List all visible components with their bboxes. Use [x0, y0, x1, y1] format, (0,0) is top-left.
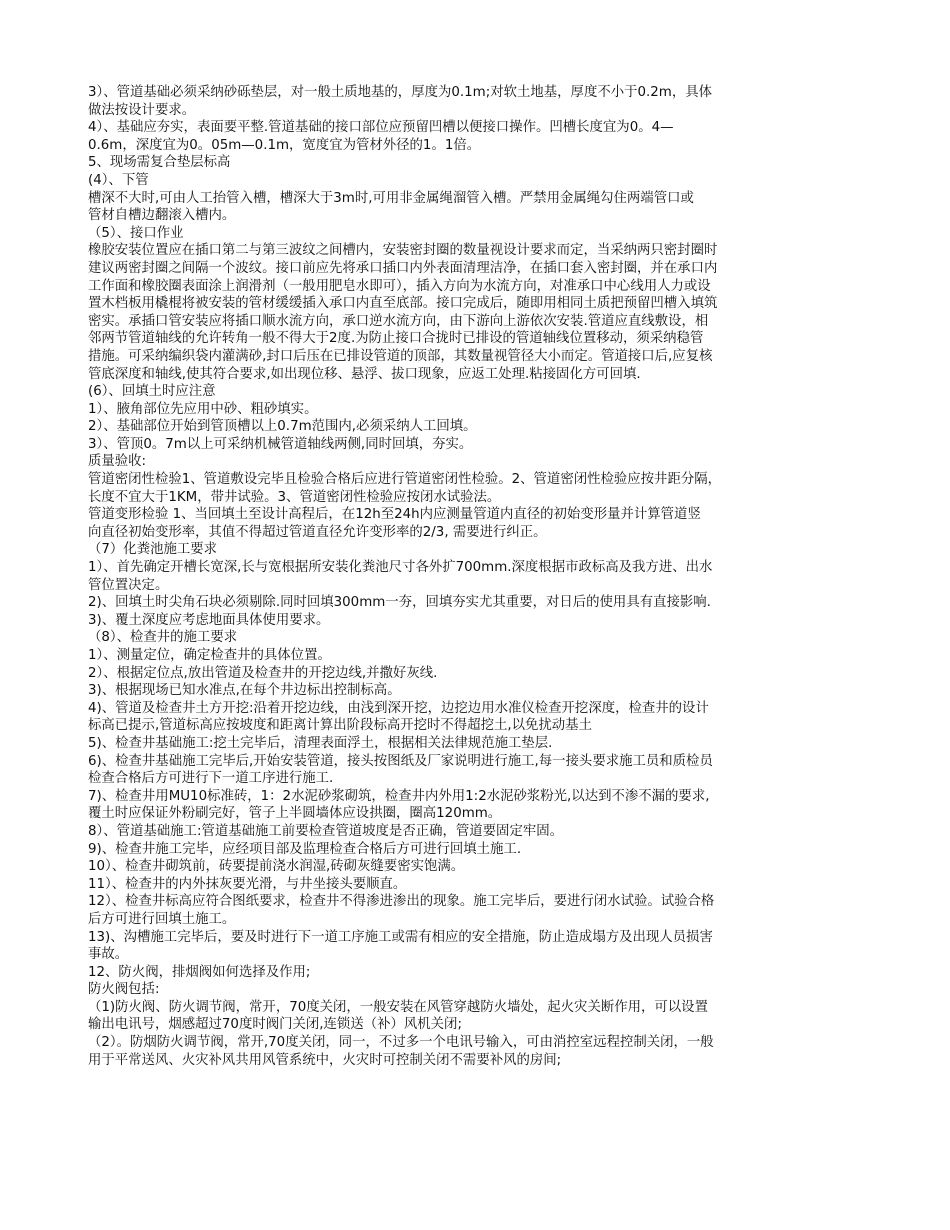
text-line: 建议两密封圈之间隔一个波纹。接口前应先将承口插口内外表面清理洁净，在插口套入密封圈，并在承口内: [88, 260, 718, 276]
text-line: 12）、检查井标高应符合图纸要求，检查井不得渗进渗出的现象。施工完毕后，要进行闭水试验。试验合格: [88, 894, 715, 910]
text-line: 2)、回填土时尖角石块必须剔除.同时回填300mm一夯，回填夯实尤其重要，对日后的使用具有直接影响.: [88, 595, 711, 611]
text-line: 3）、管道基础必须采纳砂砾垫层，对一般土质地基的，厚度为0.1m;对软土地基，厚度不小于0.2m，具体: [88, 85, 713, 100]
text-line: 9)、检查井施工完毕，应经项目部及监理检查合格后方可进行回填土施工.: [88, 841, 522, 857]
text-line: 8）、管道基础施工:管道基础施工前要检查管道坡度是否正确，管道要固定牢固。: [88, 823, 564, 839]
text-line: 用于平常送风、火灾补风共用风管系统中，火灾时可控制关闭不需要补风的房间;: [88, 1052, 562, 1068]
text-line: 长度不宜大于1KM，带井试验。3、管道密闭性检验应按闭水试验法。: [88, 489, 501, 505]
text-line: 1）、测量定位，确定检查井的具体位置。: [88, 648, 331, 663]
text-line: （7）化粪池施工要求: [88, 542, 218, 558]
text-line: 密实。承插口管安装应将插口顺水流方向，承口逆水流方向，由下游向上游依次安装.管道应直线敷设，相: [88, 313, 709, 329]
text-line: 2）、根据定位点,放出管道及检查井的开挖边线,并撒好灰线.: [88, 665, 438, 681]
text-line: 7)、检查井用MU10标准砖，1：2水泥砂浆砌筑，检查井内外用1:2水泥砂浆粉光,以达到不渗不漏的要求,: [88, 788, 710, 804]
text-line: 3)、根据现场已知水准点,在每个井边标出控制标高。: [88, 683, 401, 699]
text-line: 检查合格后方可进行下一道工序进行施工.: [88, 771, 334, 787]
text-line: 橡胶安装位置应在插口第二与第三波纹之间槽内，安装密封圈的数量视设计要求而定，当采纳两只密封圈时: [88, 243, 718, 259]
text-line: 置木档板用橇棍将被安装的管材缓缓插入承口内直至底部。接口完成后，随即用相同土质把预留凹槽入填筑: [88, 296, 718, 312]
text-line: 管材自槽边翻滚入槽内。: [88, 208, 236, 224]
text-line: 4）、基础应夯实，表面要平整.管道基础的接口部位应预留凹槽以便接口操作。凹槽长度宜为0。4—: [88, 120, 674, 136]
text-line: 措施。可采纳编织袋内灌满砂,封口后压在已排设管道的顶部，其数量视管径大小而定。管道接口后,应复核: [88, 348, 713, 364]
text-line: 0.6m，深度宜为0。05m—0.1m，宽度宜为管材外径的1。1倍。: [88, 137, 481, 153]
text-line: 覆土时应保证外粉刷完好，管子上半圆墙体应设拱圈，圈高120mm。: [88, 806, 502, 822]
text-line: 1）、首先确定开槽长宽深,长与宽根据所安装化粪池尺寸各外扩700mm.深度根据市政标高及我方进、出水: [88, 560, 713, 576]
text-line: 6)、检查井基础施工完毕后,开始安装管道，接头按图纸及厂家说明进行施工,每一接头要求施工员和质检员: [88, 753, 713, 769]
text-line: 11）、检查井的内外抹灰要光滑，与井坐接头要顺直。: [88, 876, 407, 892]
text-line: （1)防火阀、防火调节阀，常开，70度关闭，一般安装在风管穿越防火墙处，起火灾关断作用，可以设置: [88, 999, 708, 1015]
text-line: 3）、管顶0。7m以上可采纳机械管道轴线两侧,同时回填，夯实。: [88, 436, 473, 452]
text-line: 5、现场需复合垫层标高: [88, 155, 231, 171]
text-line: 10）、检查井砌筑前，砖要提前浇水润湿,砖砌灰缝要密实饱满。: [88, 859, 465, 875]
text-line: (4）、下管: [88, 172, 149, 188]
text-line: 邻两节管道轴线的允许转角一般不得大于2度.为防止接口合拢时已排设的管道轴线位置移动，须采纳稳管: [88, 331, 704, 347]
text-line: （5）、接口作业: [88, 225, 184, 241]
text-line: 事故。: [88, 947, 129, 963]
text-line: 管位置决定。: [88, 577, 169, 593]
text-line: 槽深不大时,可由人工抬管入槽，槽深大于3m时,可用非金属绳溜管入槽。严禁用金属绳勾住两端管口或: [88, 190, 694, 206]
text-line: 2）、基础部位开始到管顶槽以上0.7m范围内,必须采纳人工回填。: [88, 419, 477, 435]
text-line: 13)、沟槽施工完毕后，要及时进行下一道工序施工或需有相应的安全措施，防止造成塌方及出现人员损害: [88, 929, 713, 945]
text-line: 工作面和橡胶圈表面涂上润滑剂（一般用肥皂水即可），插入方向为水流方向，对准承口中心线用人力或设: [88, 278, 711, 294]
text-line: 输出电讯号，烟感超过70度时阀门关闭,连锁送（补）风机关闭;: [88, 1017, 462, 1033]
text-line: 5)、检查井基础施工:挖土完毕后，清理表面浮土，根据相关法律规范施工垫层.: [88, 735, 553, 751]
text-line: 管底深度和轴线,使其符合要求,如出现位移、悬浮、拔口现象，应返工处理.粘接固化方可回填.: [88, 366, 641, 382]
text-line: 防火阀包括:: [88, 982, 160, 998]
text-line: 4)、管道及检查井土方开挖:沿着开挖边线，由浅到深开挖，边挖边用水准仪检查开挖深度，检查井的设计: [88, 700, 709, 716]
text-line: 管道变形检验 1、当回填土至设计高程后，在12h至24h内应测量管道内直径的初始变形量并计算管道竖: [88, 507, 701, 523]
text-line: (6）、回填土时应注意: [88, 384, 216, 400]
text-line: 做法按设计要求。: [88, 102, 196, 118]
text-line: 3)、覆土深度应考虑地面具体使用要求。: [88, 612, 330, 628]
text-line: （8）、检查井的施工要求: [88, 630, 238, 646]
text-line: 向直径初始变形率，其值不得超过管道直径允许变形率的2/3, 需要进行纠正。: [88, 524, 547, 540]
text-line: 后方可进行回填土施工。: [88, 911, 236, 927]
text-line: （2）。防烟防火调节阀，常开,70度关闭，同一，不过多一个电讯号输入，可由消控室远程控制关闭，一般: [88, 1035, 714, 1051]
text-line: 标高已提示,管道标高应按坡度和距离计算出阶段标高开挖时不得超挖土,以免扰动基土: [88, 718, 592, 734]
text-line: 1）、腋角部位先应用中砂、粗砂填实。: [88, 401, 318, 417]
text-line: 质量验收:: [88, 454, 147, 470]
text-line: 12、防火阀，排烟阀如何选择及作用;: [88, 964, 311, 980]
text-line: 管道密闭性检验1、管道敷设完毕且检验合格后应进行管道密闭性检验。2、管道密闭性检验应按井距分隔，: [88, 472, 722, 488]
